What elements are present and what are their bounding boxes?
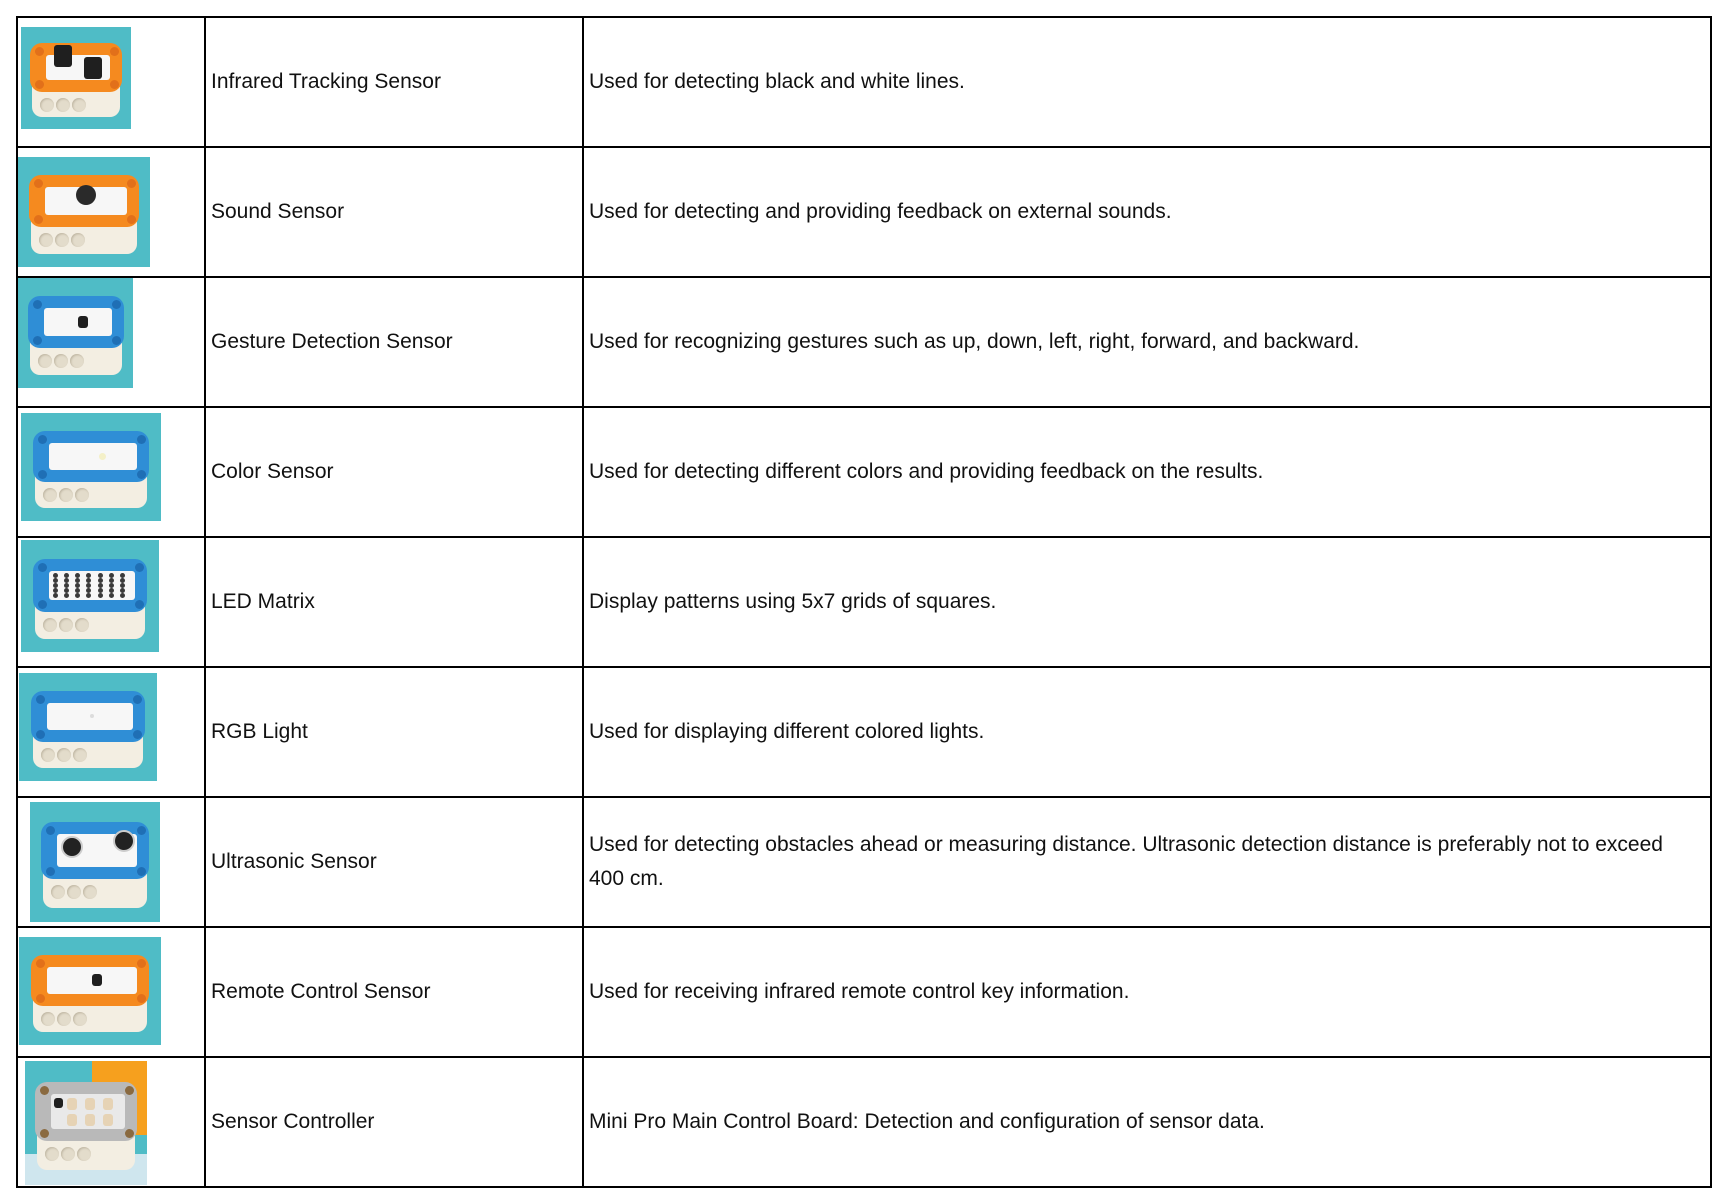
sensor-name: Gesture Detection Sensor <box>205 277 583 407</box>
sensor-name: LED Matrix <box>205 537 583 667</box>
ir-receiver <box>84 57 102 79</box>
connector-port <box>67 1098 77 1110</box>
led-pixel <box>98 593 103 598</box>
gesture-detection-sensor-image <box>18 278 133 388</box>
led-pixel <box>64 593 69 598</box>
side-hole <box>57 748 71 762</box>
connector-port <box>67 1114 77 1126</box>
screw-hole <box>33 336 42 345</box>
led-pixel <box>109 578 114 583</box>
led-pixel <box>53 583 58 588</box>
sensor-name: Remote Control Sensor <box>205 927 583 1057</box>
led-pixel <box>120 573 125 578</box>
led-pixel <box>120 583 125 588</box>
screw-hole <box>38 563 47 572</box>
led-pixel <box>120 578 125 583</box>
screw-hole <box>36 695 45 704</box>
ir-emitter <box>54 45 72 67</box>
sensor-description: Used for receiving infrared remote control key information. <box>583 927 1711 1057</box>
led-pixel <box>98 583 103 588</box>
screw-hole <box>112 300 121 309</box>
sensor-controller-image <box>25 1061 147 1185</box>
led-pixel <box>120 593 125 598</box>
image-cell <box>17 667 205 797</box>
side-hole <box>70 354 84 368</box>
screw-hole <box>127 179 136 188</box>
usb-port <box>54 1098 63 1108</box>
led-pixel <box>53 578 58 583</box>
connector-port <box>103 1114 113 1126</box>
side-hole <box>59 618 73 632</box>
side-hole <box>73 748 87 762</box>
infrared-tracking-sensor-image <box>21 27 131 129</box>
table-row <box>17 147 1711 277</box>
screw-hole <box>137 470 146 479</box>
sensor-name: Color Sensor <box>205 407 583 537</box>
ultrasonic-sensor-image <box>30 802 160 922</box>
led-pixel <box>64 583 69 588</box>
side-hole <box>72 98 86 112</box>
remote-control-sensor-image <box>19 937 161 1045</box>
sensor-table-body <box>17 17 1711 1187</box>
led-pixel <box>109 573 114 578</box>
sensor-description: Used for detecting and providing feedback on external sounds. <box>583 147 1711 277</box>
table-row <box>17 537 1711 667</box>
sensor-description: Used for detecting black and white lines. <box>583 17 1711 147</box>
table-row <box>17 927 1711 1057</box>
screw-hole <box>133 695 142 704</box>
sensor-description: Display patterns using 5x7 grids of squares. <box>583 537 1711 667</box>
image-cell <box>17 407 205 537</box>
sensor-description: Used for detecting obstacles ahead or measuring distance. Ultrasonic detection distance is preferably not to exceed 400 cm. <box>583 797 1711 927</box>
sensor-name: Infrared Tracking Sensor <box>205 17 583 147</box>
image-cell <box>17 277 205 407</box>
image-cell <box>17 1057 205 1187</box>
sensor-name: Sound Sensor <box>205 147 583 277</box>
sensor-table <box>16 16 1712 1188</box>
side-hole <box>56 98 70 112</box>
side-hole <box>75 488 89 502</box>
screw-hole <box>110 80 119 89</box>
led-pixel <box>75 583 80 588</box>
led-pixel <box>98 578 103 583</box>
image-cell <box>17 797 205 927</box>
screw-hole <box>135 563 144 572</box>
screw-hole <box>125 1129 134 1138</box>
image-cell <box>17 147 205 277</box>
sensor-name: Ultrasonic Sensor <box>205 797 583 927</box>
module-panel <box>49 443 137 470</box>
side-hole <box>40 98 54 112</box>
table-row <box>17 797 1711 927</box>
image-cell <box>17 927 205 1057</box>
table-row <box>17 407 1711 537</box>
screw-hole <box>137 959 146 968</box>
sensor-chip <box>92 974 102 986</box>
screw-hole <box>38 470 47 479</box>
rgb-light-image <box>19 673 157 781</box>
side-hole <box>41 748 55 762</box>
connector-port <box>85 1098 95 1110</box>
led-pixel <box>53 593 58 598</box>
led-matrix-image <box>21 540 159 652</box>
screw-hole <box>125 1086 134 1095</box>
screw-hole <box>33 300 42 309</box>
table-row <box>17 17 1711 147</box>
screw-hole <box>112 336 121 345</box>
side-hole <box>43 488 57 502</box>
led-pixel <box>75 573 80 578</box>
side-hole <box>59 488 73 502</box>
screw-hole <box>38 600 47 609</box>
screw-hole <box>35 80 44 89</box>
side-hole <box>38 354 52 368</box>
led-pixel <box>53 573 58 578</box>
side-hole <box>54 354 68 368</box>
table-row <box>17 667 1711 797</box>
led-pixel <box>75 593 80 598</box>
connector-port <box>103 1098 113 1110</box>
sound-sensor-image <box>18 157 150 267</box>
sensor-description: Used for displaying different colored lights. <box>583 667 1711 797</box>
led-pixel <box>109 583 114 588</box>
screw-hole <box>137 994 146 1003</box>
image-cell <box>17 537 205 667</box>
sensor-name: Sensor Controller <box>205 1057 583 1187</box>
screw-hole <box>38 435 47 444</box>
led-pixel <box>75 578 80 583</box>
side-hole <box>43 618 57 632</box>
sensor-description: Mini Pro Main Control Board: Detection and configuration of sensor data. <box>583 1057 1711 1187</box>
led-pixel <box>64 578 69 583</box>
table-row <box>17 277 1711 407</box>
color-sensor-image <box>21 413 161 521</box>
sensor-description: Used for recognizing gestures such as up, down, left, right, forward, and backward. <box>583 277 1711 407</box>
led-pixel <box>109 593 114 598</box>
sensor-name: RGB Light <box>205 667 583 797</box>
screw-hole <box>137 435 146 444</box>
screw-hole <box>135 600 144 609</box>
screw-hole <box>36 959 45 968</box>
side-hole <box>75 618 89 632</box>
connector-port <box>85 1114 95 1126</box>
table-row <box>17 1057 1711 1187</box>
led-pixel <box>98 573 103 578</box>
image-cell <box>17 17 205 147</box>
screw-hole <box>36 730 45 739</box>
led-pixel <box>64 573 69 578</box>
sensor-description: Used for detecting different colors and providing feedback on the results. <box>583 407 1711 537</box>
sensor-chip <box>78 316 88 328</box>
